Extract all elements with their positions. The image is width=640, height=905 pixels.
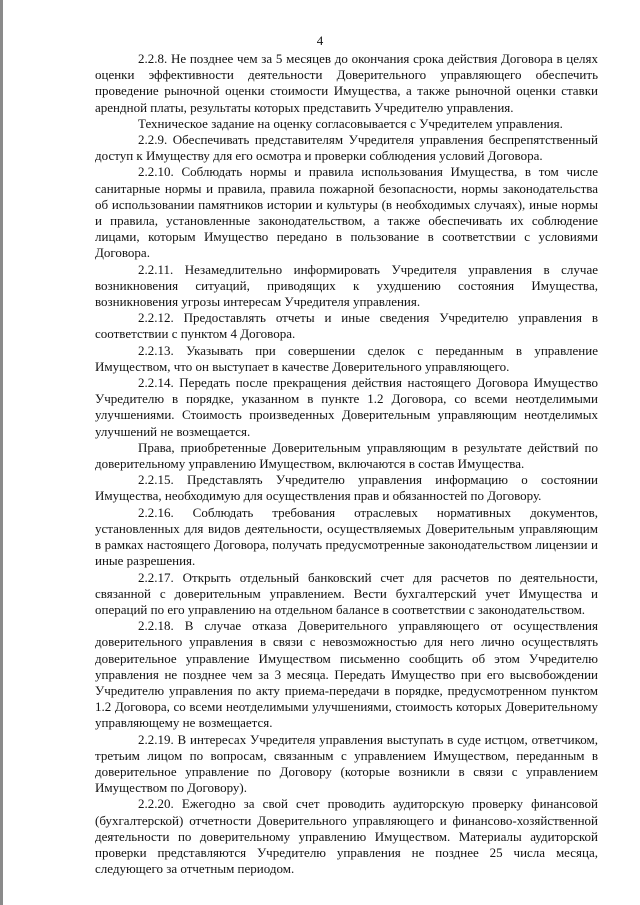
clause-2-2-9: 2.2.9. Обеспечивать представителям Учредителя управления беспрепятственный доступ к Имуществу для его осмотра и проверки соблюдения условий Договора. (95, 132, 598, 164)
document-body (95, 51, 598, 877)
clause-2-2-8-note: Техническое задание на оценку согласовывается с Учредителем управления. (138, 115, 563, 131)
clause-2-2-8: 2.2.8. Не позднее чем за 5 месяцев до окончания срока действия Договора в целях оценки эффективности деятельности Доверительного управляющего обеспечить проведение рыночной оценки стоимости Имущества, а также рыночной оценки ставки арендной платы, результаты которых представить Учредителю управления. (95, 51, 598, 115)
scan-edge (0, 0, 3, 905)
clause-2-2-20: 2.2.20. Ежегодно за свой счет проводить аудиторскую проверку финансовой (бухгалтерской) отчетности Доверительного управляющего и финансово-хозяйственной деятельности по доверительному управлению Имуществом. Материалы аудиторской проверки представляются Учредителю управления не позднее 25 числа месяца, следующего за отчетным периодом. (95, 796, 598, 877)
clause-2-2-19: 2.2.19. В интересах Учредителя управления выступать в суде истцом, ответчиком, третьим лицом по вопросам, связанным с управлением Имуществом, переданным в доверительное управление по Договору (которые возникли в связи с управлением Имуществом по Договору). (95, 731, 598, 796)
clause-2-2-13: 2.2.13. Указывать при совершении сделок с переданным в управление Имуществом, что он выступает в качестве Доверительного управляющего. (95, 342, 598, 374)
clause-2-2-17: 2.2.17. Открыть отдельный банковский счет для расчетов по деятельности, связанной с доверительным управлением. Вести бухгалтерский учет Имущества и операций по его управлению на отдельном балансе в соответствии с законодательством. (95, 569, 598, 617)
clause-2-2-10: 2.2.10. Соблюдать нормы и правила использования Имущества, в том числе санитарные нормы и правила, правила пожарной безопасности, нормы законодательства об использовании памятников истории и культуры (в необходимых случаях), иные нормы и правила, установленные законодательством, а также обеспечивать их соблюдение лицами, которым Имущество передано в пользование в соответствии с условиями Договора. (95, 164, 598, 261)
clause-2-2-16: 2.2.16. Соблюдать требования отраслевых нормативных документов, установленных для видов деятельности, осуществляемых Доверительным управляющим в рамках настоящего Договора, получать предусмотренные законодательством лицензии и иные разрешения. (95, 504, 598, 569)
clause-2-2-12: 2.2.12. Предоставлять отчеты и иные сведения Учредителю управления в соответствии с пунктом 4 Договора. (95, 310, 598, 342)
clause-2-2-18: 2.2.18. В случае отказа Доверительного управляющего от осуществления доверительного управления в связи с невозможностью для него лично осуществлять доверительное управление Имуществом письменно сообщить об этом Учредителю управления не позднее чем за 3 месяца. Передать Имущество при его высвобождении Учредителю управления по акту приема-передачи в порядке, предусмотренном пунктом 1.2 Договора, со всеми неотделимыми улучшениями, стоимость которых Доверительному управляющему не возмещается. (95, 618, 598, 731)
clause-2-2-14: 2.2.14. Передать после прекращения действия настоящего Договора Имущество Учредителю в порядке, указанном в пункте 1.2 Договора, со всеми неотделимыми улучшениями. Стоимость произведенных Доверительным управляющим неотделимых улучшений не возмещается. (95, 375, 598, 439)
page-number: 4 (316, 33, 324, 48)
clause-2-2-15: 2.2.15. Представлять Учредителю управления информацию о состоянии Имущества, необходимую для осуществления прав и обязанностей по Договору. (95, 472, 598, 504)
clause-2-2-14-note: Права, приобретенные Доверительным управляющим в результате действий по доверительному управлению Имуществом, включаются в состав Имущества. (95, 439, 598, 472)
clause-2-2-11: 2.2.11. Незамедлительно информировать Учредителя управления в случае возникновения ситуаций, приводящих к ухудшению состояния Имущества, возникновения угрозы интересам Учредителя управления. (95, 261, 598, 310)
